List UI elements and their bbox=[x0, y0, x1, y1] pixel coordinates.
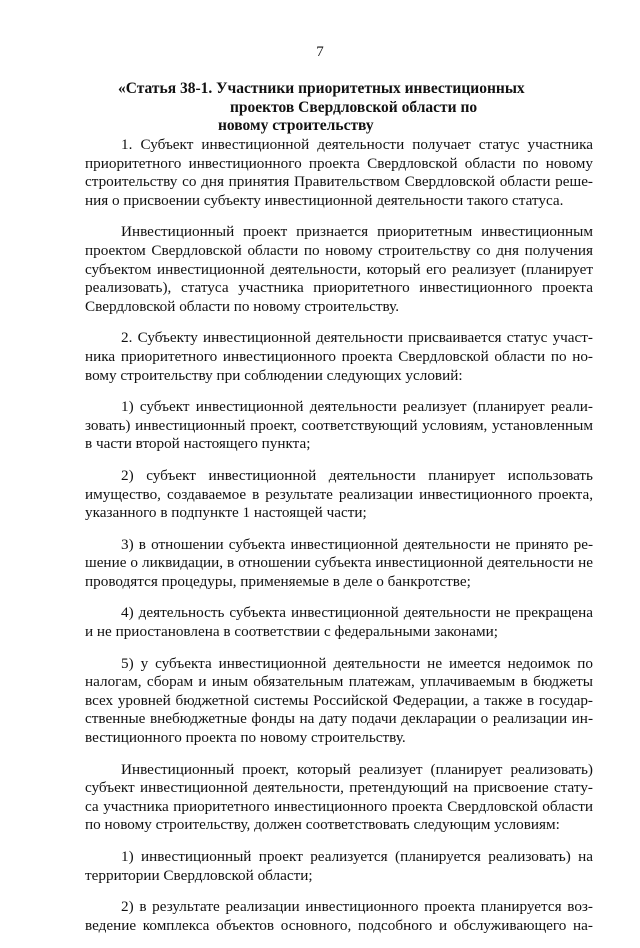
paragraph-line: 2. Субъекту инвестиционной деятельности присваивается статус участ- bbox=[121, 329, 593, 347]
paragraph-line: 1) инвестиционный проект реализуется (планируется реализовать) на bbox=[121, 848, 593, 865]
paragraph-line: зовать) инвестиционный проект, соответствующий условиям, установленным bbox=[85, 416, 593, 434]
article-title-line: «Статья 38-1. Участники приоритетных инвестиционных bbox=[118, 80, 525, 97]
paragraph bbox=[85, 655, 593, 748]
paragraph-line: налогам, сборам и иным обязательным платежам, уплачиваемым в бюджеты bbox=[85, 673, 593, 691]
article-title bbox=[118, 80, 525, 136]
paragraph bbox=[85, 604, 593, 641]
paragraph-line: в части второй настоящего пункта; bbox=[85, 435, 311, 453]
paragraph-line: указанного в подпункте 1 настоящей части; bbox=[85, 504, 367, 522]
paragraph-line: строительству со дня принятия Правительством Свердловской области реше- bbox=[85, 173, 593, 191]
paragraph-line: всех уровней бюджетной системы Российской Федерации, а также в государ- bbox=[85, 691, 593, 709]
paragraph-line: субъект инвестиционной деятельности, претендующий на присвоение стату- bbox=[85, 779, 593, 797]
paragraph bbox=[85, 329, 593, 385]
paragraph bbox=[85, 898, 593, 935]
paragraph-line: проводятся процедуры, применяемые в деле о банкротстве; bbox=[85, 572, 471, 590]
paragraph-line: приоритетного инвестиционного проекта Свердловской области по новому bbox=[85, 154, 593, 172]
paragraph-line: субъектом инвестиционной деятельности, который его реализует (планирует bbox=[85, 260, 593, 278]
paragraph-line: и не приостановлена в соответствии с федеральными законами; bbox=[85, 623, 498, 641]
article-title-line: проектов Свердловской области по bbox=[230, 98, 478, 116]
paragraph-line: 2) в результате реализации инвестиционного проекта планируется воз- bbox=[121, 898, 593, 916]
paragraph-line: 3) в отношении субъекта инвестиционной деятельности не принято ре- bbox=[121, 535, 593, 553]
paragraph-line: ния о присвоении субъекту инвестиционной деятельности такого статуса. bbox=[85, 191, 564, 209]
paragraph-line: 5) у субъекта инвестиционной деятельности не имеется недоимок по bbox=[121, 654, 593, 672]
paragraph bbox=[85, 398, 593, 454]
paragraph-line: Инвестиционный проект, который реализует (планирует реализовать) bbox=[121, 760, 593, 778]
paragraph-line: 4) деятельность субъекта инвестиционной деятельности не прекращена bbox=[121, 604, 593, 622]
paragraph-line: ственные внебюджетные фонды на дату подачи декларации о реализации ин- bbox=[85, 710, 593, 728]
paragraph bbox=[85, 536, 593, 592]
paragraph-line: вестиционного проекта по новому строительству. bbox=[85, 729, 406, 747]
article-title-line: новому строительству bbox=[218, 117, 374, 134]
paragraph bbox=[85, 467, 593, 523]
paragraph-line: шение о ликвидации, в отношении субъекта инвестиционной деятельности не bbox=[85, 554, 593, 572]
paragraph-line: Инвестиционный проект признается приоритетным инвестиционным bbox=[121, 223, 593, 241]
paragraph-line: территории Свердловской области; bbox=[85, 866, 313, 884]
paragraph bbox=[85, 136, 593, 210]
document-body bbox=[85, 136, 593, 948]
paragraph-line: 2) субъект инвестиционной деятельности планирует использовать bbox=[121, 466, 593, 484]
paragraph-line: ведение комплекса объектов основного, подсобного и обслуживающего на- bbox=[85, 916, 593, 934]
paragraph-line: 1. Субъект инвестиционной деятельности получает статус участника bbox=[121, 136, 593, 153]
paragraph-line: проектом Свердловской области по новому строительству со дня получения bbox=[85, 241, 593, 259]
paragraph-line: имущество, создаваемое в результате реализации инвестиционного проекта, bbox=[85, 485, 593, 503]
page-number: 7 bbox=[316, 44, 324, 60]
paragraph-line: вому строительству при соблюдении следующих условий: bbox=[85, 366, 463, 384]
paragraph bbox=[85, 761, 593, 835]
paragraph bbox=[85, 223, 593, 316]
paragraph-line: реализовать), статуса участника приоритетного инвестиционного проекта bbox=[85, 279, 593, 297]
paragraph-line: ника приоритетного инвестиционного проекта Свердловской области по но- bbox=[85, 347, 593, 365]
paragraph-line: 1) субъект инвестиционной деятельности реализует (планирует реали- bbox=[121, 398, 593, 416]
paragraph bbox=[85, 848, 593, 885]
paragraph-line: по новому строительству, должен соответствовать следующим условиям: bbox=[85, 816, 560, 834]
paragraph-line: са участника приоритетного инвестиционного проекта Свердловской области bbox=[85, 797, 593, 815]
paragraph-line: Свердловской области по новому строительству. bbox=[85, 297, 400, 315]
